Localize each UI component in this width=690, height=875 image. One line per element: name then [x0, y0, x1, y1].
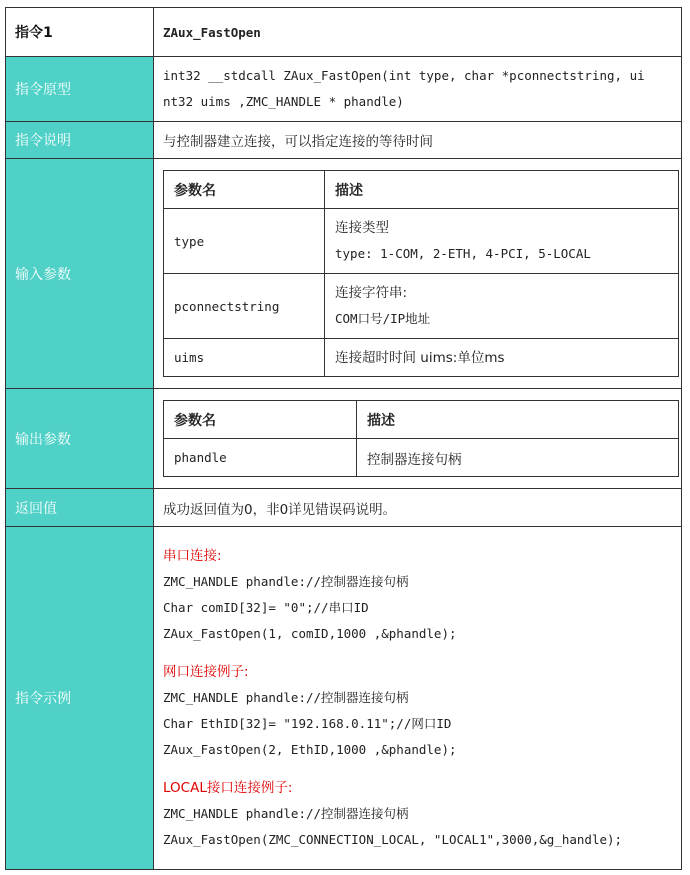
return-text: 成功返回值为0，非0详见错误码说明。: [154, 489, 682, 527]
prototype-label: 指令原型: [6, 57, 154, 122]
code-line: Char comID[32]= "0";//串口ID: [163, 600, 369, 615]
command-table: [5, 7, 682, 870]
desc-line: type: 1-COM, 2-ETH, 4-PCI, 5-LOCAL: [335, 246, 591, 261]
col-param-name: 参数名: [164, 401, 357, 439]
prototype-row: [6, 57, 682, 122]
return-label: 返回值: [6, 489, 154, 527]
example-title: 网口连接例子:: [163, 664, 249, 680]
output-cell: [154, 389, 682, 489]
code-line: ZAux_FastOpen(1, comID,1000 ,&phandle);: [163, 626, 457, 641]
param-name: phandle: [164, 439, 357, 477]
input-row: [6, 159, 682, 389]
example-title: LOCAL接口连接例子:: [163, 780, 293, 796]
param-desc: 控制器连接句柄: [357, 439, 679, 477]
table-row: [164, 339, 679, 377]
input-cell: [154, 159, 682, 389]
code-line: ZMC_HANDLE phandle://控制器连接句柄: [163, 806, 409, 821]
code-line: ZAux_FastOpen(ZMC_CONNECTION_LOCAL, "LOCAL1",3000,&g_handle);: [163, 832, 623, 847]
col-param-name: 参数名: [164, 171, 325, 209]
code-line: ZMC_HANDLE phandle://控制器连接句柄: [163, 690, 409, 705]
example-row: [6, 527, 682, 870]
output-header-row: [164, 401, 679, 439]
example-label: 指令示例: [6, 527, 154, 870]
table-row: [164, 274, 679, 339]
param-name: pconnectstring: [164, 274, 325, 339]
code-line: ZAux_FastOpen(2, EthID,1000 ,&phandle);: [163, 742, 457, 757]
param-desc: [325, 274, 679, 339]
input-header-row: [164, 171, 679, 209]
input-param-table: [163, 170, 679, 377]
command-name: ZAux_FastOpen: [154, 8, 682, 57]
table-row: [164, 439, 679, 477]
spacer: [163, 763, 672, 775]
prototype-line: int32 __stdcall ZAux_FastOpen(int type, char *pconnectstring, ui: [163, 68, 645, 83]
code-line: Char EthID[32]= "192.168.0.11";//网口ID: [163, 716, 452, 731]
command-number-label: 指令1: [6, 8, 154, 57]
col-desc: 描述: [325, 171, 679, 209]
example-cell: [154, 527, 682, 870]
example-title: 串口连接:: [163, 548, 222, 564]
description-text: 与控制器建立连接，可以指定连接的等待时间: [154, 122, 682, 159]
api-doc-table: [5, 7, 682, 870]
output-param-table: [163, 400, 679, 477]
param-desc: [325, 209, 679, 274]
param-name: type: [164, 209, 325, 274]
param-name: uims: [164, 339, 325, 377]
code-line: ZMC_HANDLE phandle://控制器连接句柄: [163, 574, 409, 589]
description-label: 指令说明: [6, 122, 154, 159]
param-desc: [325, 339, 679, 377]
header-row: [6, 8, 682, 57]
output-label: 输出参数: [6, 389, 154, 489]
desc-line: 连接字符串:: [335, 285, 408, 301]
input-label: 输入参数: [6, 159, 154, 389]
spacer: [163, 647, 672, 659]
desc-line: 连接超时时间 uims:单位ms: [335, 349, 505, 366]
description-row: [6, 122, 682, 159]
desc-line: COM口号/IP地址: [335, 311, 431, 326]
table-row: [164, 209, 679, 274]
prototype-line: nt32 uims ,ZMC_HANDLE * phandle): [163, 94, 404, 109]
output-row: [6, 389, 682, 489]
col-desc: 描述: [357, 401, 679, 439]
prototype-value: [154, 57, 682, 122]
return-row: [6, 489, 682, 527]
desc-line: 连接类型: [335, 220, 389, 236]
